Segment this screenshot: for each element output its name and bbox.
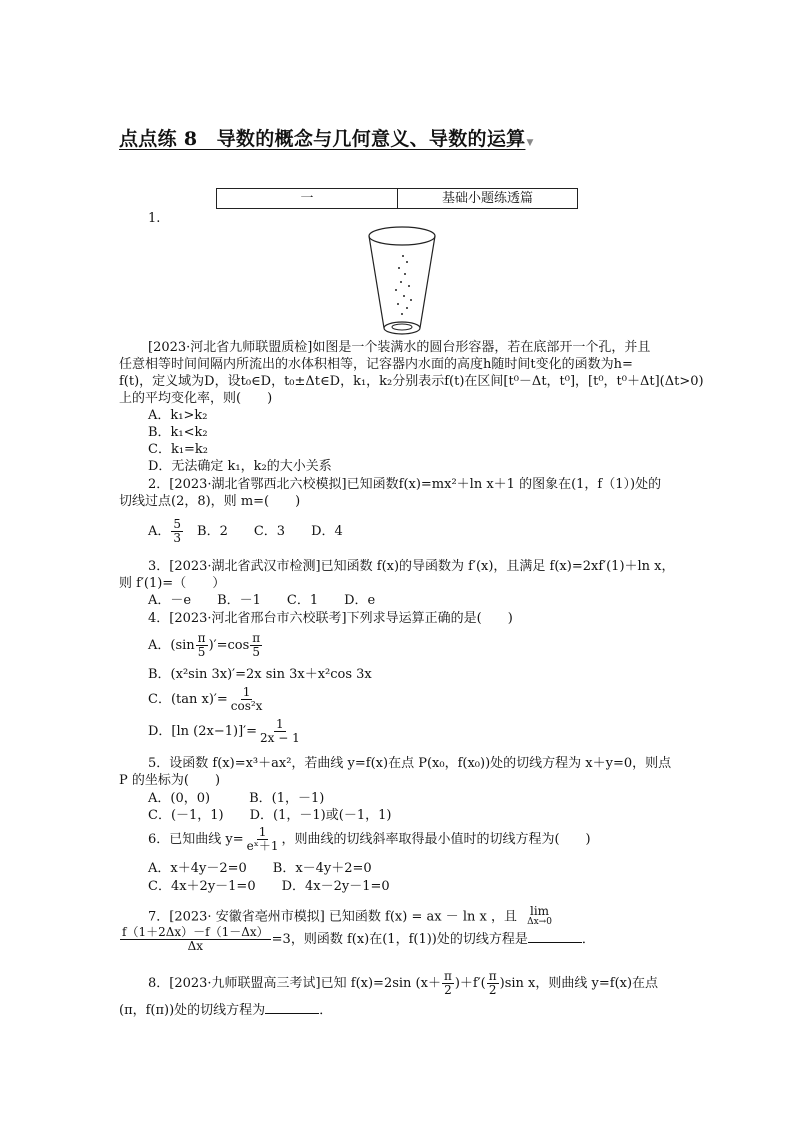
q1-line3: f(t)，定义域为D，设t₀∈D，t₀±Δt∈D，k₁，k₂分别表示f(t)在区间[t⁰－Δt，t⁰]，[t⁰，t⁰＋Δt](Δt>0) <box>119 374 704 389</box>
section-name: 基础小题练透篇 <box>441 191 533 206</box>
q7-line2: $\frac{f(1+2\Delta x)-f(1-\Delta x)}{\Delta x}$ =3，则函数 f(x)在(1，f(1))处的切线方程是 ． <box>122 925 595 953</box>
q8-line1: 8．[2023·九师联盟高三考试]已知 f(x)=2sin (x＋ $\frac{\pi}{2}$ )＋f′( $\frac{\pi}{2}$ )sin x，则曲线 y=f(x)在点 <box>148 969 659 997</box>
q2-option-a-fraction: $\frac{5}{3}$ <box>173 517 182 545</box>
q7-answer-blank[interactable] <box>528 930 582 943</box>
q7-limit: lim Δx→0 <box>527 904 552 927</box>
q3-line1: 3．[2023·湖北省武汉市检测]已知函数 f(x)的导函数为 f′(x)，且满足 f(x)=2xf′(1)＋ln x， <box>148 559 675 574</box>
q4-option-d: D．[ln (2x−1)]′= $\frac{1}{2x - 1}$ <box>148 717 300 745</box>
q6-options-row2: C．4x＋2y－1=0 D．4x－2y－1=0 <box>148 879 390 894</box>
q4-line1: 4．[2023·河北省邢台市六校联考]下列求导运算正确的是( ) <box>148 611 513 626</box>
q1-option-b: B．k₁<k₂ <box>148 425 208 440</box>
q2-options-rest: B．2 C．3 D．4 <box>184 524 343 539</box>
q5-options-row1: A．(0，0) B．(1，－1) <box>148 791 325 806</box>
q1-line1: [2023·河北省九师联盟质检]如图是一个装满水的圆台形容器，若在底部开一个孔，并且 <box>148 340 651 355</box>
q2-line1: 2．[2023·湖北省鄂西北六校模拟]已知函数f(x)=mx²＋ln x＋1 的图象在(1，f（1）)处的 <box>148 477 662 492</box>
q1-option-d: D．无法确定 k₁，k₂的大小关系 <box>148 459 332 474</box>
q1-option-a: A．k₁>k₂ <box>148 408 208 423</box>
q4-option-b: B．(x²sin 3x)′=2x sin 3x＋x²cos 3x <box>148 667 372 682</box>
q2-options <box>148 518 343 545</box>
q1-line2: 任意相等时间间隔内所流出的水体积相等，记容器内水面的高度h随时间t变化的函数为h= <box>119 357 633 372</box>
page-title <box>119 124 534 151</box>
q8-line2: (π，f(π))处的切线方程为 ． <box>119 1003 333 1018</box>
q5-line1: 5．设函数 f(x)=x³＋ax²，若曲线 y=f(x)在点 P(x₀，f(x₀))处的切线方程为 x＋y=0，则点 <box>148 756 672 771</box>
q6-options-row1: A．x＋4y－2=0 B．x－4y＋2=0 <box>148 861 372 876</box>
q1-line4: 上的平均变化率，则( ) <box>119 391 273 406</box>
cup-figure <box>365 224 439 340</box>
q4-option-a: A．(sin $\frac{\pi}{5}$ )′=cos $\frac{\pi}{5}$ <box>148 631 261 659</box>
q5-line2: P 的坐标为( ) <box>119 773 221 788</box>
q7-line1: 7．[2023· 安徽省亳州市模拟] 已知函数 f(x) = ax － ln x ，且 lim Δx→0 <box>148 904 552 927</box>
q4-option-c: C．(tan x)′= $\frac{1}{\text{cos²x}}$ <box>148 685 263 713</box>
q5-options-row2: C．(－1，1) D．(1，－1)或(－1，1) <box>148 808 392 823</box>
q3-line2: 则 f′(1)=（ ） <box>119 576 226 591</box>
q3-options: A．－e B．－1 C．1 D．e <box>148 593 376 608</box>
dropdown-triangle-icon: ▼ <box>526 138 534 148</box>
q8-answer-blank[interactable] <box>265 1001 319 1014</box>
q6-line1: 6．已知曲线 y= $\frac{1}{\text{eˣ＋1}}$ ，则曲线的切线斜率取得最小值时的切线方程为( ) <box>148 825 591 853</box>
title-text: 点点练 8 导数的概念与几何意义、导数的运算 <box>119 128 526 150</box>
section-header <box>216 188 578 209</box>
section-number: 一 <box>217 189 398 208</box>
q1-option-c: C．k₁=k₂ <box>148 442 209 457</box>
q1-number: 1. <box>148 211 161 226</box>
q2-option-a-label: A． <box>148 524 171 539</box>
q2-line2: 切线过点(2，8)，则 m=( ) <box>119 494 301 509</box>
